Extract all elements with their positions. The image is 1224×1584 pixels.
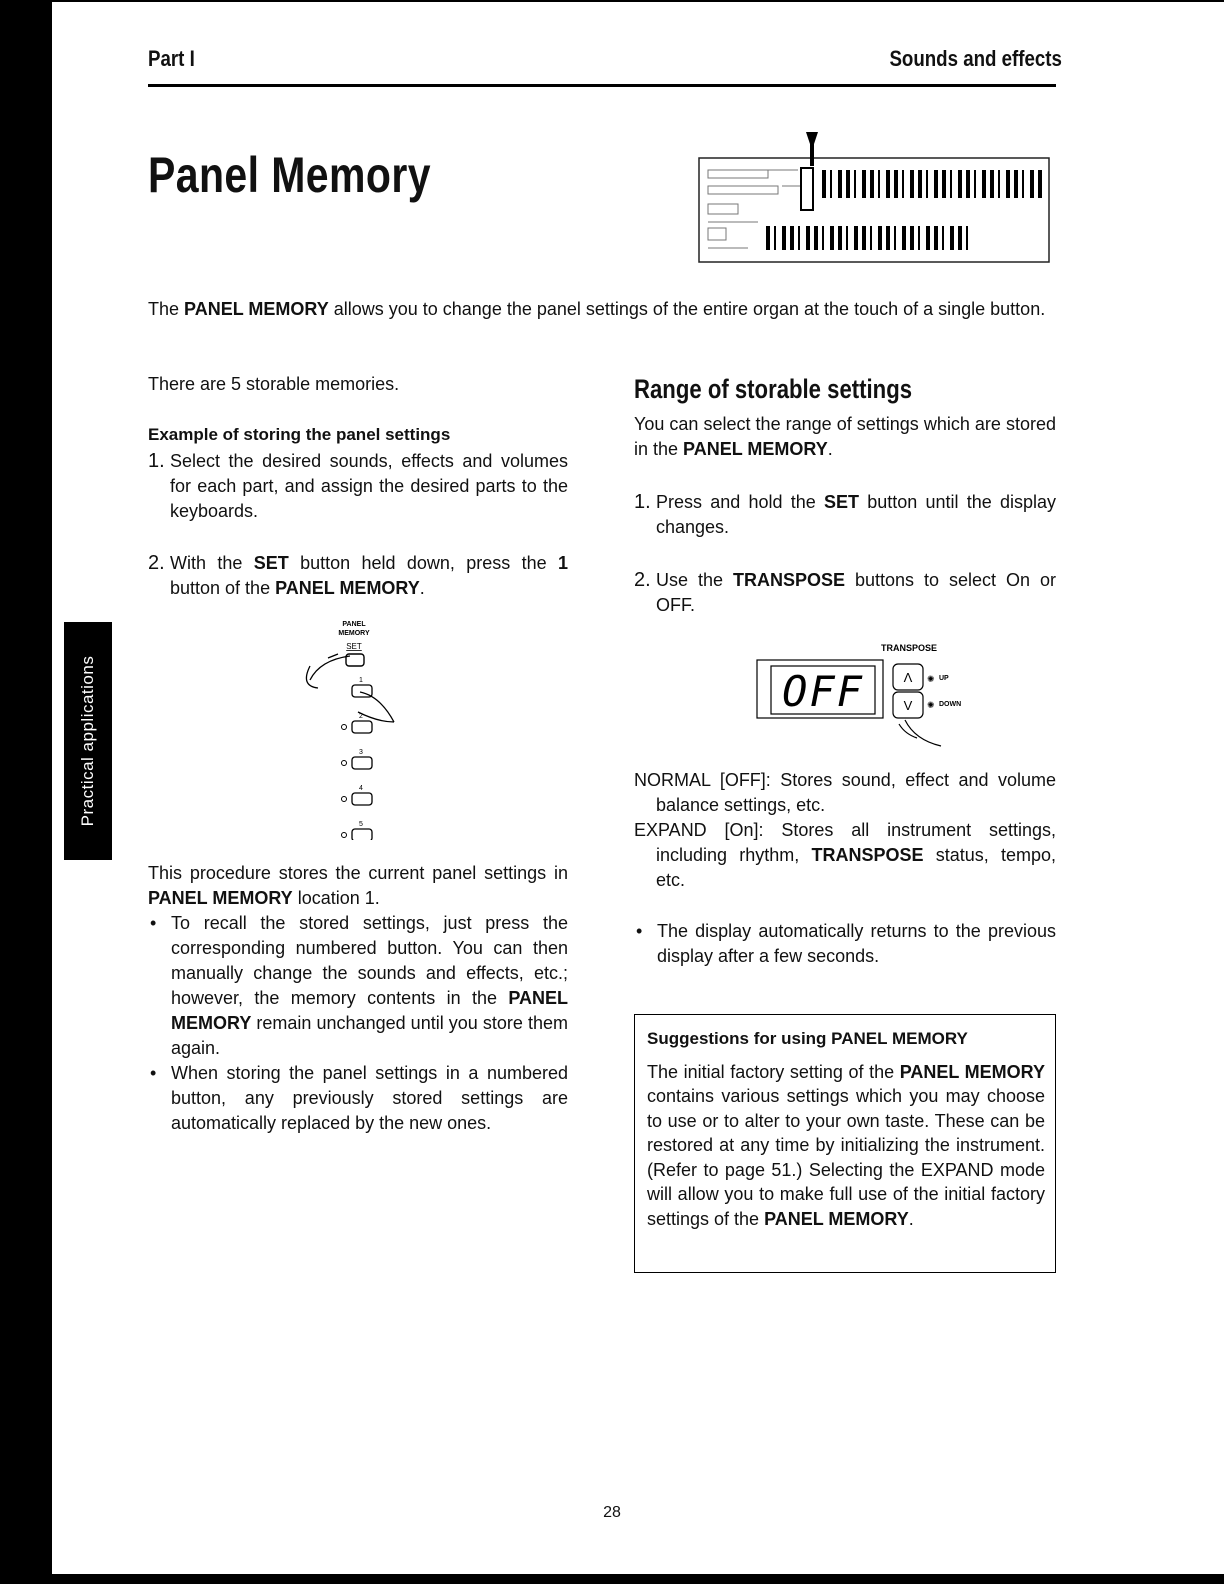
lcd-key-bar (1038, 170, 1042, 198)
transpose-figure (755, 640, 975, 752)
lcd-key-bar (926, 226, 930, 250)
example-heading: Example of storing the panel settings (148, 425, 451, 444)
lcd-key-bar (894, 226, 896, 250)
lcd-key-bar (902, 226, 906, 250)
lcd-key-bar (830, 226, 834, 250)
memory-button-number: 1 (359, 677, 363, 684)
lcd-key-bar (886, 226, 890, 250)
lcd-key-bar (942, 226, 944, 250)
lcd-key-bar (878, 226, 882, 250)
lcd-key-bar (950, 170, 952, 198)
left-column (148, 372, 568, 601)
display-illustration (698, 130, 1052, 264)
lcd-key-bar (950, 226, 954, 250)
lcd-key-bar (966, 226, 968, 250)
normal-description: NORMAL [OFF]: Stores sound, effect and volume balance settings, etc. (634, 770, 1056, 815)
expand-description: EXPAND [On]: Stores all instrument settings, including rhythm, TRANSPOSE status, tempo, etc. (634, 820, 1056, 890)
transpose-label: TRANSPOSE (880, 643, 938, 653)
lcd-key-bar (814, 226, 818, 250)
left-step-2: 2. With the SET button held down, press the 1 button of the PANEL MEMORY. (148, 552, 569, 598)
memory-button-3 (352, 757, 372, 769)
svg-text:✺: ✺ (927, 674, 935, 684)
scan-edge-top (0, 0, 1224, 2)
scan-edge-left (0, 0, 52, 1584)
memory-button-number: 2 (359, 713, 363, 720)
left-bullet-1: • To recall the stored settings, just press the corresponding numbered button. You can then manually change the sounds and effects, etc.; however, the memory contents in the PANEL MEMORY remain unchanged until you store them again. (150, 913, 568, 1058)
running-header-part: Part I (148, 46, 195, 71)
lcd-key-bar (958, 226, 962, 250)
lcd-key-bar (862, 170, 866, 198)
suggestions-box (634, 1014, 1056, 1273)
svg-text:✺: ✺ (927, 700, 935, 710)
figure-set-label: SET (346, 642, 362, 651)
lcd-key-bar (942, 170, 946, 198)
right-bullet: • The display automatically returns to the previous display after a few seconds. (636, 921, 1056, 966)
lcd-key-bar (862, 226, 866, 250)
left-column-lower (148, 861, 568, 1136)
lcd-key-bar (1014, 170, 1018, 198)
svg-text:Λ: Λ (903, 670, 913, 685)
panel-memory-figure (288, 618, 428, 840)
lcd-key-bar (774, 226, 776, 250)
lcd-key-bar (886, 170, 890, 198)
side-tab-label: Practical applications (78, 655, 97, 827)
memory-button-5 (352, 829, 372, 840)
lcd-key-bar (854, 170, 856, 198)
lcd-key-bar (878, 170, 880, 198)
lcd-key-bar (870, 170, 874, 198)
lcd-key-bar (926, 170, 928, 198)
lcd-key-bar (822, 226, 824, 250)
lcd-key-bar (822, 170, 826, 198)
memory-button-number: 3 (359, 749, 363, 756)
suggestions-text: The initial factory setting of the PANEL MEMORY contains various settings which you may choose to use or to alter to your own taste. These can be restored at any time by initializing the instrument. (Refer to page 51.) Selecting the EXPAND mode will allow you to make full use of the initial factory settings of the PANEL MEMORY. (647, 1061, 1045, 1229)
lcd-key-bar (1022, 170, 1024, 198)
range-heading: Range of storable settings (634, 374, 913, 404)
lcd-key-bar (1030, 170, 1034, 198)
lcd-key-bar (766, 226, 770, 250)
lcd-key-bar (846, 226, 848, 250)
lcd-key-bar (918, 226, 920, 250)
lcd-key-bar (910, 226, 914, 250)
down-label: DOWN (939, 701, 962, 708)
right-column (634, 412, 1056, 618)
left-step-1: 1. Select the desired sounds, effects and volumes for each part, and assign the desired parts to the keyboards. (148, 450, 568, 521)
result-paragraph: This procedure stores the current panel settings in PANEL MEMORY location 1. (148, 863, 568, 908)
lcd-key-bar (934, 170, 938, 198)
lcd-key-bar (918, 170, 922, 198)
running-header-section: Sounds and effects (889, 46, 1062, 71)
display-off-readout: OFF (782, 667, 864, 716)
scan-edge-bottom (52, 1574, 1224, 1584)
lcd-key-bar (934, 226, 938, 250)
intro-paragraph: The PANEL MEMORY allows you to change the panel settings of the entire organ at the touch of a single button. (148, 299, 1046, 319)
lcd-key-bar (910, 170, 914, 198)
memory-button-2 (352, 721, 372, 733)
left-bullet-2: • When storing the panel settings in a numbered button, any previously stored settings are automatically replaced by the new ones. (150, 1063, 568, 1133)
lcd-key-bar (854, 226, 858, 250)
right-step-1: 1. Press and hold the SET button until the display changes. (634, 491, 1056, 537)
lcd-key-bar (982, 170, 986, 198)
lcd-key-bar (798, 226, 800, 250)
lcd-key-bar (838, 226, 842, 250)
memory-button-number: 5 (359, 821, 363, 828)
memory-button-number: 4 (359, 785, 363, 792)
lcd-key-bar (894, 170, 898, 198)
lcd-key-bar (782, 226, 786, 250)
suggestions-heading: Suggestions for using PANEL MEMORY (647, 1029, 968, 1048)
memory-indicator-led (342, 725, 347, 730)
lcd-key-bar (902, 170, 904, 198)
right-step-2: 2. Use the TRANSPOSE buttons to select On or OFF. (634, 569, 1056, 615)
lcd-key-bar (974, 170, 976, 198)
lcd-key-bar (870, 226, 872, 250)
figure-label-memory: MEMORY (338, 630, 370, 637)
memory-button-4 (352, 793, 372, 805)
lcd-key-bar (838, 170, 842, 198)
memory-indicator-led (342, 797, 347, 802)
lcd-key-bar (966, 170, 970, 198)
lcd-key-bar (958, 170, 962, 198)
svg-text:V: V (903, 698, 913, 713)
lcd-key-bar (998, 170, 1000, 198)
figure-label-panel: PANEL (342, 621, 366, 628)
lcd-key-bar (790, 226, 794, 250)
header-rule (148, 84, 1056, 87)
lcd-key-bar (1006, 170, 1010, 198)
lcd-key-bar (830, 170, 832, 198)
range-intro: You can select the range of settings which are stored in the PANEL MEMORY. (634, 414, 1056, 459)
storable-count: There are 5 storable memories. (148, 374, 400, 394)
up-label: UP (939, 675, 949, 682)
lcd-key-bar (846, 170, 850, 198)
page-number: 28 (603, 1504, 621, 1521)
memory-indicator-led (342, 761, 347, 766)
right-column-lower (634, 768, 1056, 969)
memory-indicator-led (342, 833, 347, 838)
lcd-key-bar (990, 170, 994, 198)
lcd-key-bar (806, 226, 810, 250)
page-title: Panel Memory (148, 147, 431, 203)
